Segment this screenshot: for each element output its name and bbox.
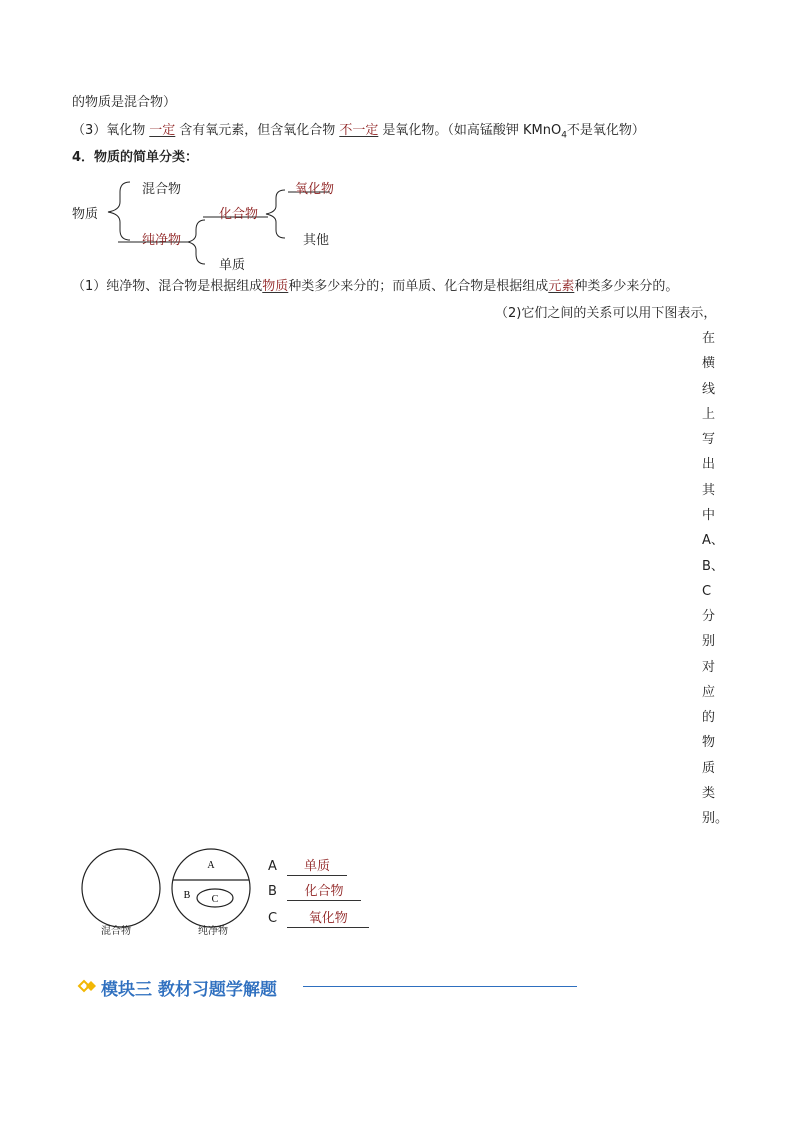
tree-element: 单质 <box>219 258 246 273</box>
label-c: C <box>211 894 219 905</box>
tree-mixture: 混合物 <box>142 182 182 197</box>
diamond-arrow-icon <box>77 978 97 994</box>
vchar: 别 <box>702 634 716 649</box>
answer-yiding: 一定 <box>149 123 176 138</box>
blank-row-a <box>268 859 347 876</box>
paragraph-2-start: （2)它们之间的关系可以用下图表示， <box>495 306 717 321</box>
answer-wuzhi: 物质 <box>262 279 289 294</box>
blank-letter-a: A <box>268 859 277 874</box>
vchar: 类 <box>702 786 716 801</box>
text-line-2 <box>72 123 645 144</box>
label-a: A <box>207 860 215 871</box>
vchar: 上 <box>702 407 716 422</box>
line2-part3: 是氧化物。（如高锰酸钾 KMnO <box>382 123 562 138</box>
vchar: 的 <box>702 710 716 725</box>
vchar: 别。 <box>702 811 729 826</box>
diagram-label-pure: 纯净物 <box>198 926 228 937</box>
vchar: 质 <box>702 761 716 776</box>
vchar: 中 <box>702 508 716 523</box>
para1-part1: （1）纯净物、混合物是根据组成 <box>72 279 263 294</box>
vchar: 对 <box>702 660 716 675</box>
para1-part2: 种类多少来分的；而单质、化合物是根据组成 <box>288 279 549 294</box>
blank-letter-c: C <box>268 911 278 926</box>
module-title-rule <box>303 986 577 987</box>
tree-other: 其他 <box>303 233 330 248</box>
paragraph-1 <box>72 279 678 295</box>
vchar: B、 <box>702 559 724 574</box>
vchar: 物 <box>702 735 716 750</box>
subscript-4: 4 <box>561 130 567 141</box>
para1-part3: 种类多少来分的。 <box>574 279 679 294</box>
line2-part2: 含有氧元素，但含氧化合物 <box>179 123 336 138</box>
vchar: 出 <box>702 457 716 472</box>
tree-oxide: 氧化物 <box>295 182 335 197</box>
vchar: 线 <box>702 382 716 397</box>
mixture-circle <box>82 849 160 927</box>
diagram-label-mixture: 混合物 <box>101 926 131 937</box>
line2-part4: 不是氧化物） <box>566 123 645 138</box>
line2-part1: （3）氧化物 <box>72 123 146 138</box>
answer-yuansu: 元素 <box>548 279 575 294</box>
vchar: C <box>702 584 712 599</box>
tree-compound: 化合物 <box>219 207 259 222</box>
vchar: 分 <box>702 609 716 624</box>
blank-answer-a: 单质 <box>287 859 347 876</box>
section-4-title: 4．物质的简单分类： <box>72 150 199 165</box>
module-title: 模块三 教材习题学解题 <box>101 980 277 1000</box>
vchar: 横 <box>702 356 716 371</box>
answer-buyiding: 不一定 <box>339 123 379 138</box>
blank-letter-b: B <box>268 884 277 899</box>
tree-pure: 纯净物 <box>142 233 182 248</box>
label-b: B <box>183 890 191 901</box>
vchar: A、 <box>702 533 724 548</box>
vchar: 其 <box>702 483 716 498</box>
blank-answer-b: 化合物 <box>287 884 361 901</box>
vchar: 应 <box>702 685 716 700</box>
text-line-1: 的物质是混合物） <box>72 95 177 110</box>
blank-answer-c: 氧化物 <box>287 911 369 928</box>
vchar: 写 <box>702 432 716 447</box>
blank-row-b <box>268 884 361 901</box>
tree-root: 物质 <box>72 207 99 222</box>
vchar: 在 <box>702 331 716 346</box>
blank-row-c <box>268 911 369 928</box>
